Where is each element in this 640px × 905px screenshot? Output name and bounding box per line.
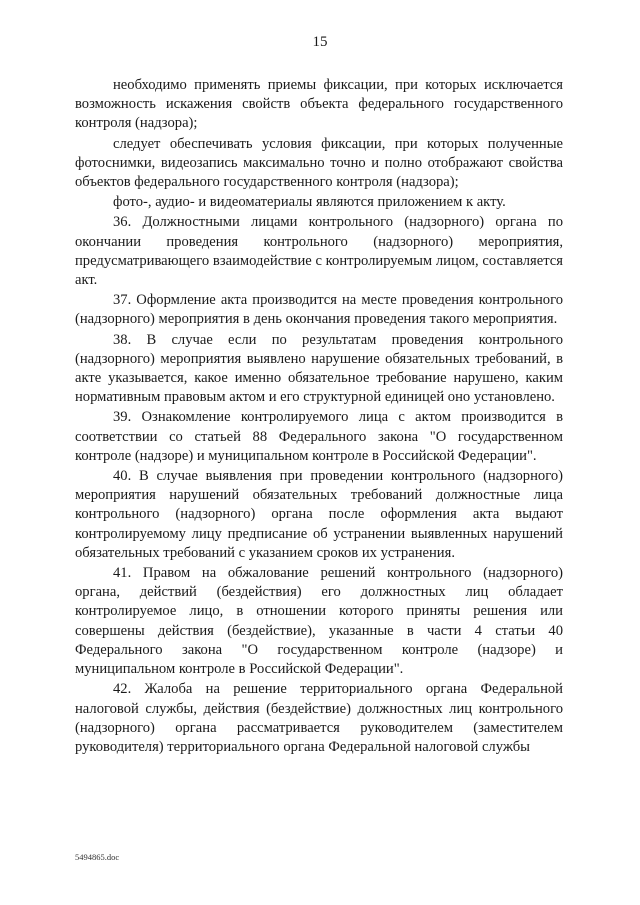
paragraph-item-42: 42. Жалоба на решение территориального органа Федеральной налоговой службы, действия (бездействие) должностных лиц контрольного (надзорного) органа рассматривается руководителем (заместителем руководителя) территориального органа Федеральной налоговой службы bbox=[75, 681, 563, 755]
paragraph-item-40: 40. В случае выявления при проведении контрольного (надзорного) мероприятия нарушений обязательных требований должностные лица контрольного (надзорного) органа после оформления акта выдают контролируемому лицу предписание об устранении выявленных нарушений обязательных требований с указанием сроков их устранения. bbox=[75, 468, 563, 561]
paragraph-item-39: 39. Ознакомление контролируемого лица с актом производится в соответствии со статьей 88 Федерального закона "О государственном контроле (надзоре) и муниципальном контроле в Российской Федерации". bbox=[75, 409, 563, 464]
document-file-name: 5494865.doc bbox=[75, 852, 120, 862]
paragraph-item-41: 41. Правом на обжалование решений контрольного (надзорного) органа, действий (бездействия) его должностных лиц обладает контролируемое лицо, в отношении которого приняты решения или совершены действия (бездействие), указанные в части 4 статьи 40 Федерального закона "О государственном контроле (надзоре) и муниципальном контроле в Российской Федерации". bbox=[75, 565, 563, 678]
paragraph-item-38: 38. В случае если по результатам проведения контрольного (надзорного) мероприятия выявлено нарушение обязательных требований, в акте указывается, какое именно обязательное требование нарушено, каким нормативным правовым актом и его структурной единицей оно установлено. bbox=[75, 331, 563, 406]
document-body bbox=[75, 76, 563, 757]
paragraph-item-36: 36. Должностными лицами контрольного (надзорного) органа по окончании проведения контрольного (надзорного) мероприятия, предусматривающего взаимодействие с контролируемым лицом, составляется акт. bbox=[75, 214, 563, 289]
paragraph-item-37: 37. Оформление акта производится на месте проведения контрольного (надзорного) мероприятия в день окончания проведения такого мероприятия. bbox=[75, 292, 563, 328]
paragraph-fixation-methods: необходимо применять приемы фиксации, при которых исключается возможность искажения свойств объекта федерального государственного контроля (надзора); bbox=[75, 77, 563, 132]
paragraph-fixation-conditions: следует обеспечивать условия фиксации, при которых полученные фотоснимки, видеозапись максимально точно и полно отображают свойства объектов федерального государственного контроля (надзора); bbox=[75, 135, 563, 191]
page-number: 15 bbox=[312, 34, 328, 50]
paragraph-media-attachment: фото-, аудио- и видеоматериалы являются приложением к акту. bbox=[113, 194, 506, 211]
